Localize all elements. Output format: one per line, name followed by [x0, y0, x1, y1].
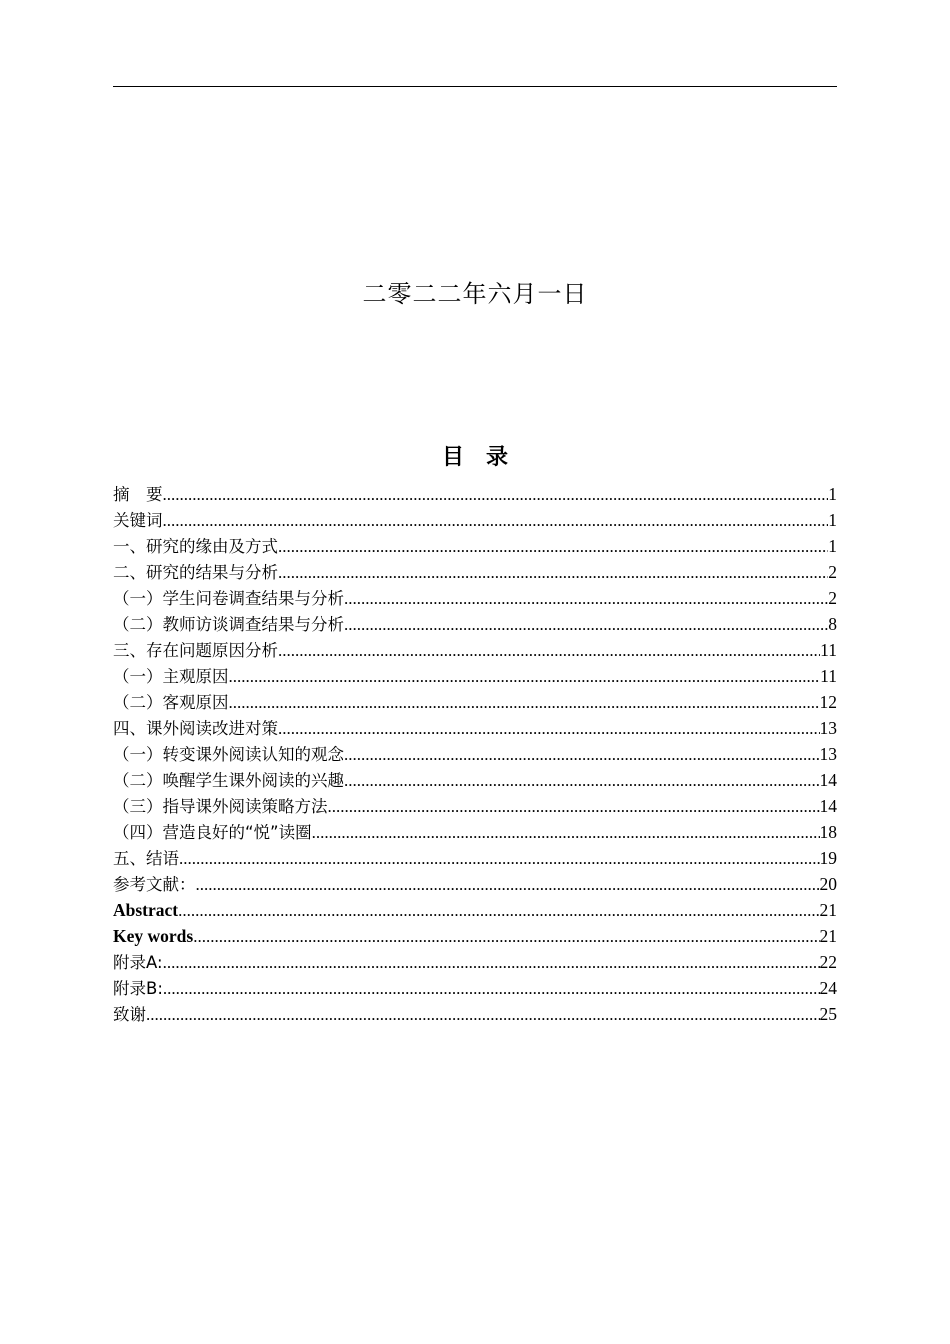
toc-entry-page: 1: [828, 510, 837, 530]
toc-entry-page: 11: [820, 666, 837, 686]
toc-entry-abstract-en[interactable]: [113, 897, 837, 923]
toc-entry-label: （三）指导课外阅读策略方法: [113, 797, 328, 816]
toc-leader-dots: [193, 924, 819, 949]
toc-leader-dots: [344, 768, 820, 793]
toc-entry-page: 13: [819, 718, 837, 738]
toc-leader-dots: [179, 846, 820, 871]
toc-entry-section-4-3[interactable]: [113, 793, 837, 819]
toc-leader-dots: [278, 534, 828, 559]
toc-title-part2: 录: [486, 445, 509, 470]
toc-entry-label: 二、研究的结果与分析: [113, 563, 278, 582]
toc-entry-section-3-1[interactable]: [113, 663, 837, 689]
toc-leader-dots: [328, 794, 820, 819]
cover-date: 二零二二年六月一日: [362, 280, 588, 308]
toc-entry-references[interactable]: [113, 871, 837, 897]
toc-entry-appendix-a[interactable]: [113, 949, 837, 975]
toc-title-part1: 目: [441, 445, 464, 470]
toc-entry-page: 8: [828, 614, 837, 634]
toc-leader-dots: [278, 716, 820, 741]
toc-leader-dots: [312, 820, 820, 845]
toc-entry-section-4[interactable]: [113, 715, 837, 741]
toc-entry-label: 五、结语: [113, 849, 179, 868]
toc-entry-label: 致谢: [113, 1005, 146, 1024]
toc-entry-page: 12: [819, 692, 837, 712]
toc-entry-label: （一）转变课外阅读认知的观念: [113, 745, 344, 764]
toc-entry-label: 附录B:: [113, 979, 163, 998]
toc-leader-dots: [163, 508, 829, 533]
toc-leader-dots: [163, 950, 820, 975]
toc-title: [0, 440, 950, 471]
toc-entry-label: （一）学生问卷调查结果与分析: [113, 589, 344, 608]
toc-entry-page: 1: [828, 536, 837, 556]
toc-entry-page: 11: [820, 640, 837, 660]
toc-entry-label: 附录A:: [113, 953, 163, 972]
toc-leader-dots: [344, 586, 828, 611]
toc-entry-section-3-2[interactable]: [113, 689, 837, 715]
toc-entry-section-4-4[interactable]: [113, 819, 837, 845]
table-of-contents: [113, 481, 837, 1027]
toc-entry-label: （二）客观原因: [113, 693, 229, 712]
toc-leader-dots: [344, 742, 820, 767]
toc-entry-page: 22: [819, 952, 837, 972]
toc-entry-page: 24: [819, 978, 837, 998]
toc-leader-dots: [196, 872, 820, 897]
toc-entry-appendix-b[interactable]: [113, 975, 837, 1001]
toc-leader-dots: [178, 898, 819, 923]
toc-entry-page: 14: [819, 770, 837, 790]
toc-entry-page: 21: [819, 926, 837, 946]
header-rule: [113, 86, 837, 87]
toc-entry-page: 19: [819, 848, 837, 868]
toc-entry-label: 四、课外阅读改进对策: [113, 719, 278, 738]
toc-entry-page: 25: [819, 1004, 837, 1024]
toc-entry-section-4-1[interactable]: [113, 741, 837, 767]
toc-entry-keywords-en[interactable]: [113, 923, 837, 949]
toc-entry-label: （四）营造良好的“悦”读圈: [113, 823, 312, 842]
toc-entry-label: （一）主观原因: [113, 667, 229, 686]
toc-entry-label: 参考文献：: [113, 875, 196, 894]
toc-leader-dots: [146, 1002, 820, 1027]
toc-leader-dots: [229, 664, 821, 689]
toc-entry-label: 三、存在问题原因分析: [113, 641, 278, 660]
toc-entry-label: 关键词: [113, 511, 163, 530]
toc-entry-page: 20: [819, 874, 837, 894]
toc-entry-section-2-2[interactable]: [113, 611, 837, 637]
toc-entry-section-2[interactable]: [113, 559, 837, 585]
toc-entry-page: 21: [819, 900, 837, 920]
toc-leader-dots: [278, 560, 828, 585]
toc-entry-section-4-2[interactable]: [113, 767, 837, 793]
toc-leader-dots: [163, 976, 820, 1001]
toc-entry-section-3[interactable]: [113, 637, 837, 663]
toc-entry-page: 2: [828, 562, 837, 582]
toc-leader-dots: [163, 482, 829, 507]
toc-leader-dots: [229, 690, 820, 715]
toc-entry-section-5[interactable]: [113, 845, 837, 871]
toc-entry-keywords-cn[interactable]: [113, 507, 837, 533]
toc-entry-label: 一、研究的缘由及方式: [113, 537, 278, 556]
toc-entry-abstract-cn[interactable]: [113, 481, 837, 507]
toc-entry-label: Key words: [113, 926, 194, 946]
toc-entry-section-2-1[interactable]: [113, 585, 837, 611]
toc-leader-dots: [344, 612, 828, 637]
toc-entry-label: （二）唤醒学生课外阅读的兴趣: [113, 771, 344, 790]
toc-entry-label: Abstract: [113, 900, 179, 920]
toc-leader-dots: [278, 638, 820, 663]
toc-entry-page: 13: [819, 744, 837, 764]
toc-entry-section-1[interactable]: [113, 533, 837, 559]
toc-entry-page: 14: [819, 796, 837, 816]
toc-entry-page: 1: [828, 484, 837, 504]
toc-entry-page: 18: [819, 822, 837, 842]
toc-entry-label: （二）教师访谈调查结果与分析: [113, 615, 344, 634]
toc-entry-acknowledgements[interactable]: [113, 1001, 837, 1027]
toc-entry-page: 2: [828, 588, 837, 608]
toc-entry-label: 摘 要: [113, 485, 163, 504]
